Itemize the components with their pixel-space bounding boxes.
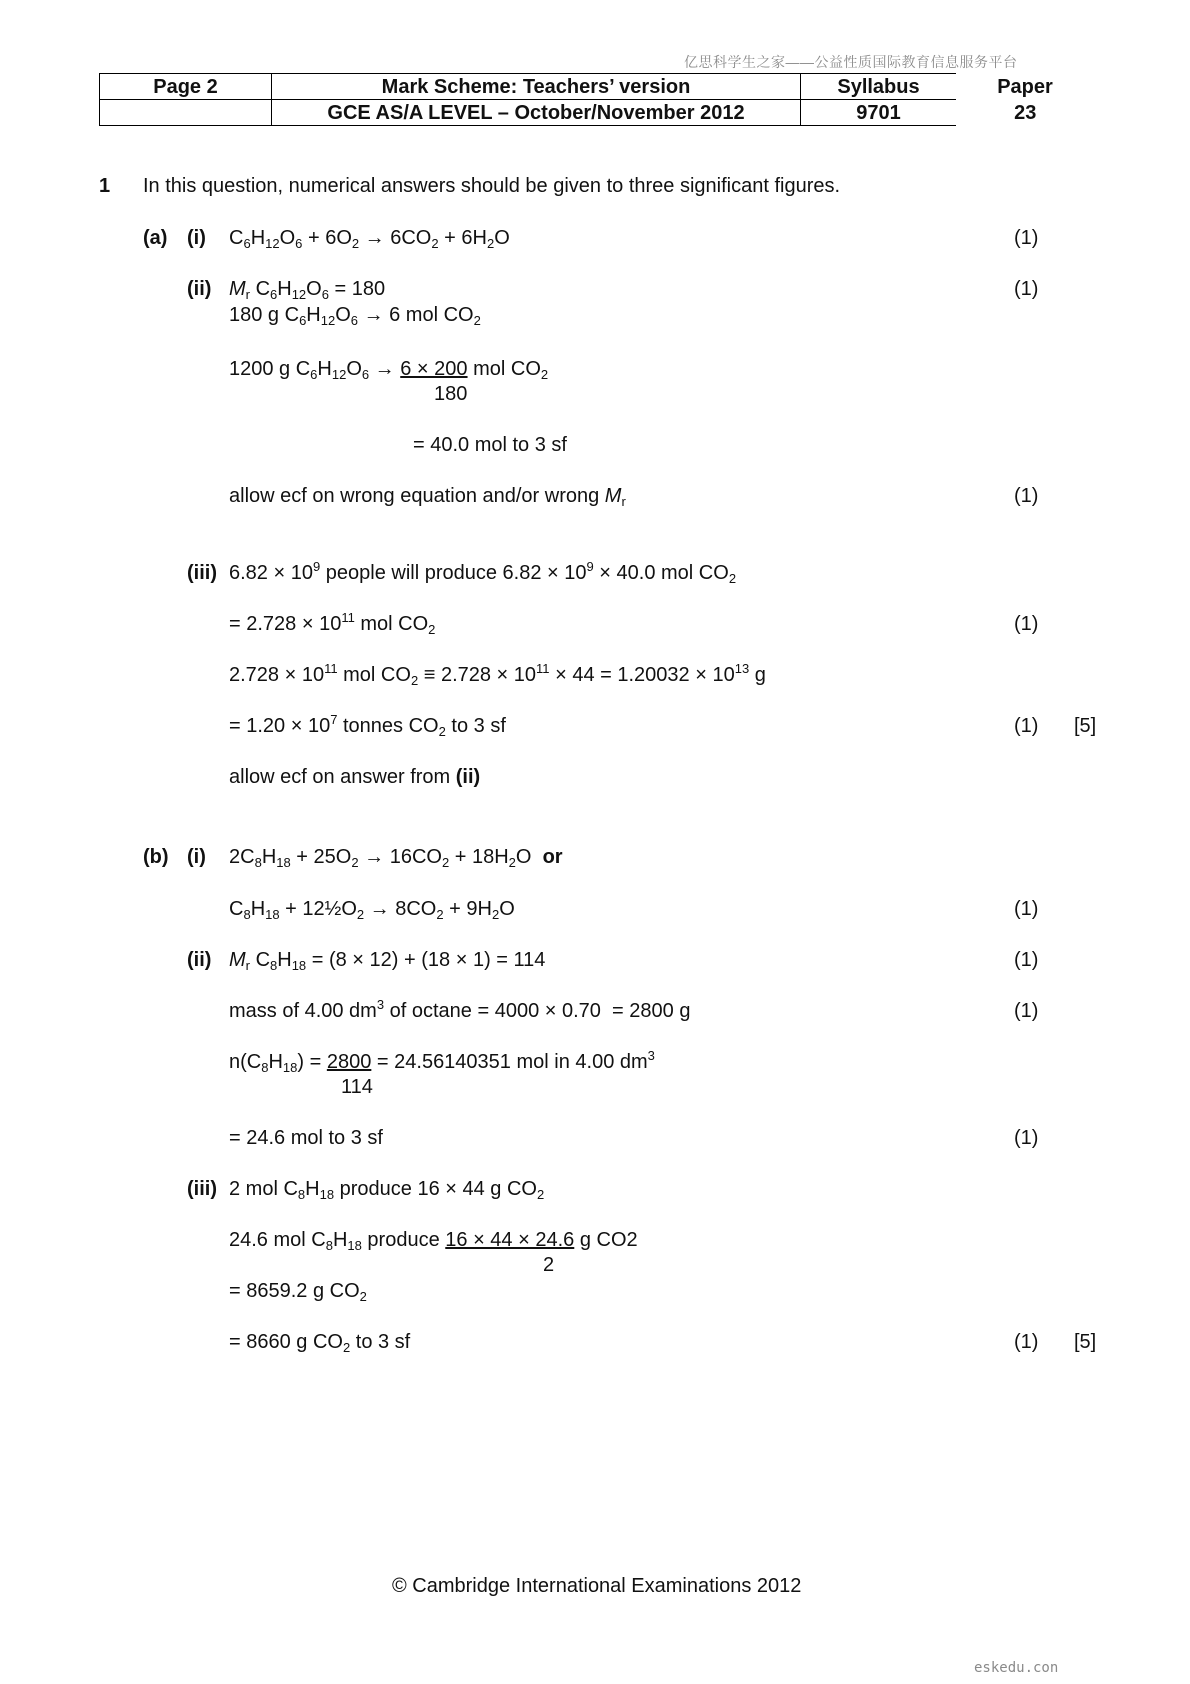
- fraction-denominator: 180: [434, 383, 468, 405]
- allow-ecf-ii-line: allow ecf on answer from (ii): [229, 766, 481, 788]
- equation-octane-combustion: $2C_8H_{18} + 25O_2 \to 16CO_2 + 18H_2O$ or: [229, 846, 563, 870]
- mark: (1): [1014, 1000, 1039, 1022]
- sub-ii-label: (ii): [187, 949, 212, 971]
- tonnes-line: = $1.20 \times 10^7$ tonnes $CO_2$ to 3 sf: [229, 712, 506, 739]
- footer-copyright: © Cambridge International Examinations 2012: [392, 1575, 802, 1597]
- result-line: = 40.0 mol to 3 sf: [413, 434, 567, 456]
- mr-octane-line: $M_r$ $C_8H_{18} = (8 \times 12) + (18 \times 1) = 114$: [229, 949, 546, 973]
- header-syllabus: 9701: [801, 100, 957, 126]
- octane-mass-line: mass of 4.00 $dm^3$ of octane = 4000 × 0.70 = 2800 g: [229, 997, 691, 1022]
- header-paper-label: Paper: [997, 75, 1053, 98]
- mark: (1): [1014, 278, 1039, 300]
- equation-octane-alt: $C_8H_{18}$ + $12\frac{1}{2}O_2 \to 8CO_2 + 9H_2O$: [229, 898, 515, 922]
- mark: (1): [1014, 613, 1039, 635]
- sub-ii-label: (ii): [187, 278, 212, 300]
- header-title: Mark Scheme: Teachers’ version: [272, 74, 801, 100]
- mark: (1): [1014, 1127, 1039, 1149]
- watermark-bottom: eskedu.con: [974, 1660, 1059, 1676]
- mark: (1): [1014, 485, 1039, 507]
- co2-mass-3sf-line: = 8660 g $CO_2$ to 3 sf: [229, 1331, 411, 1355]
- header-page: Page 2: [100, 74, 272, 100]
- header-paper: 23: [1014, 101, 1037, 124]
- mark: (1): [1014, 1331, 1039, 1353]
- sub-iii-label: (iii): [187, 562, 217, 584]
- allow-ecf-line: allow ecf on wrong equation and/or wrong $M_r$: [229, 485, 626, 509]
- header-syllabus-label: Syllabus: [801, 74, 957, 100]
- total-marks: [5]: [1074, 715, 1097, 737]
- mass-conversion-line: $2.728 \times 10^{11}$ mol $CO_2 \equiv 2.728 \times 10^{11} \times 44 = 1.20032 \times 10^{13}$ g: [229, 661, 766, 688]
- part-a-label: (a): [143, 227, 168, 249]
- equation-glucose-combustion: $C_6H_{12}O_6 + 6O_2 \to 6CO_2 + 6H_2O$: [229, 227, 510, 251]
- mark: (1): [1014, 227, 1039, 249]
- sub-i-label: (i): [187, 227, 206, 249]
- header-empty-cell: [100, 100, 272, 126]
- fraction-denominator: 2: [543, 1254, 555, 1276]
- mark: (1): [1014, 715, 1039, 737]
- sub-i-label: (i): [187, 846, 206, 868]
- mark: (1): [1014, 949, 1039, 971]
- glucose-1200g-line: 1200 g $C_6H_{12}O_6 \to 6 \times 200$ mol $CO_2$: [229, 358, 549, 382]
- glucose-mole-ratio: 180 g $C_6H_{12}O_6 \to 6$ mol $CO_2$: [229, 304, 481, 328]
- total-marks: [5]: [1074, 1331, 1097, 1353]
- header-table: [99, 73, 1095, 126]
- sub-iii-label: (iii): [187, 1178, 217, 1200]
- fraction-numerator: 2800: [326, 1051, 372, 1073]
- question-intro: In this question, numerical answers should be given to three significant figures.: [143, 175, 841, 197]
- fraction-numerator: 16 × 44 × 24.6: [445, 1229, 575, 1251]
- people-co2-line: $6.82 \times 10^9$ people will produce $6.82 \times 10^9 \times 40.0$ mol $CO_2$: [229, 559, 737, 586]
- fraction-denominator: 114: [341, 1076, 373, 1098]
- octane-co2-ratio: 2 mol $C_8H_{18}$ produce 16 × 44 g $CO_2$: [229, 1178, 545, 1202]
- fraction-numerator: 6 × 200: [400, 358, 468, 380]
- watermark-top: 亿思科学生之家——公益性质国际教育信息服务平台: [684, 54, 1018, 70]
- co2-mass-line: = 8659.2 g $CO_2$: [229, 1280, 367, 1304]
- part-b-label: (b): [143, 846, 169, 868]
- octane-moles-line: $n(C_8H_{18}) = 2800 = 24.56140351$ mol in 4.00 $dm^3$: [229, 1048, 655, 1075]
- header-subtitle: GCE AS/A LEVEL – October/November 2012: [272, 100, 801, 126]
- octane-24-6-line: 24.6 mol $C_8H_{18}$ produce 16 × 44 × 24.6 g CO2: [229, 1229, 638, 1253]
- question-number: 1: [99, 175, 111, 197]
- mr-glucose-line: $M_r$ $C_6H_{12}O_6 = 180$: [229, 278, 386, 302]
- mark: (1): [1014, 898, 1039, 920]
- result-line: = 24.6 mol to 3 sf: [229, 1127, 383, 1149]
- total-moles-line: = $2.728 \times 10^{11}$ mol $CO_2$: [229, 610, 436, 637]
